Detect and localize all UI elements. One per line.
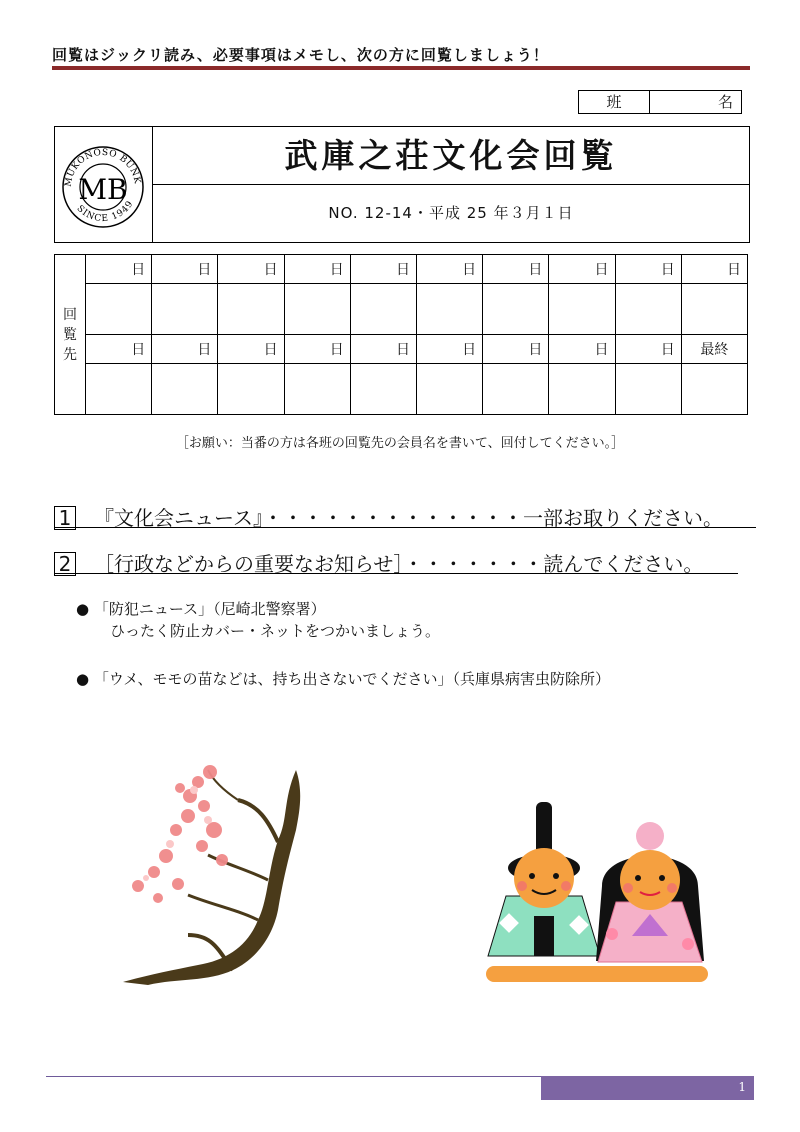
bullet-subtext: ひったく防止カバー・ネットをつかいましょう。	[110, 622, 441, 640]
member-cell[interactable]	[681, 284, 747, 335]
bullet-item	[76, 598, 326, 619]
request-note: ［お願い：当番の方は各班の回覧先の会員名を書いて、回付してください。］	[175, 436, 625, 451]
bullet-text: 「ウメ、モモの苗などは、持ち出さないでください」（兵庫県病害虫防除所）	[93, 670, 611, 688]
item-number: 2	[54, 552, 76, 576]
member-cell[interactable]	[218, 364, 284, 415]
issue-number: NO. 12-14・平成 25 年３月１日	[328, 204, 574, 222]
logo-cell	[55, 127, 153, 242]
member-cell[interactable]	[350, 284, 416, 335]
name-label: 名	[717, 93, 733, 111]
mb-logo	[55, 127, 152, 242]
bullet-icon: ●	[76, 670, 90, 688]
member-cell[interactable]	[152, 364, 218, 415]
member-cell[interactable]	[218, 284, 284, 335]
final-cell[interactable]: 最終	[681, 335, 747, 364]
page-number-bar	[541, 1076, 754, 1100]
member-cell[interactable]	[284, 364, 350, 415]
date-cell[interactable]: 日	[416, 335, 482, 364]
item-number: 1	[54, 506, 76, 530]
class-label: 班	[579, 91, 650, 113]
date-cell[interactable]: 日	[615, 255, 681, 284]
svg-text:MUKONOSO BUNKA-KAI: MUKONOSO BUNK	[63, 147, 142, 188]
member-cell[interactable]	[416, 364, 482, 415]
bullet-icon: ●	[76, 600, 90, 618]
member-cell[interactable]	[483, 284, 549, 335]
date-cell[interactable]: 日	[86, 255, 152, 284]
plum-tree-illustration	[118, 760, 308, 990]
date-cell[interactable]: 日	[483, 335, 549, 364]
member-cell[interactable]	[86, 284, 152, 335]
header-rule	[52, 66, 750, 70]
date-cell[interactable]: 日	[218, 255, 284, 284]
member-cell[interactable]	[615, 364, 681, 415]
date-cell[interactable]: 日	[284, 255, 350, 284]
date-cell[interactable]: 日	[284, 335, 350, 364]
header-box	[54, 126, 750, 243]
svg-text:SINCE 1949: SINCE 1949	[74, 198, 136, 225]
item-text: 『文化会ニュース』・・・・・・・・・・・・・一部お取りください。	[94, 506, 723, 530]
bullet-text: 「防犯ニュース」（尼崎北警察署）	[93, 600, 326, 618]
date-cell[interactable]: 日	[152, 255, 218, 284]
bullet-item	[76, 668, 610, 689]
date-cell[interactable]: 日	[681, 255, 747, 284]
date-cell[interactable]: 日	[218, 335, 284, 364]
member-cell[interactable]	[152, 284, 218, 335]
hina-dolls-illustration	[482, 796, 712, 986]
date-cell[interactable]: 日	[549, 255, 615, 284]
member-cell[interactable]	[416, 284, 482, 335]
item-text: ［行政などからの重要なお知らせ］・・・・・・・読んでください。	[94, 552, 704, 576]
date-cell[interactable]: 日	[86, 335, 152, 364]
page-title: 武庫之荘文化会回覧	[153, 127, 749, 185]
notice-item	[54, 548, 738, 574]
date-cell[interactable]: 日	[549, 335, 615, 364]
member-cell[interactable]	[350, 364, 416, 415]
member-cell[interactable]	[86, 364, 152, 415]
member-cell[interactable]	[483, 364, 549, 415]
member-cell[interactable]	[549, 284, 615, 335]
date-cell[interactable]: 日	[615, 335, 681, 364]
circulation-table	[54, 254, 748, 415]
date-cell[interactable]: 日	[350, 335, 416, 364]
member-cell[interactable]	[549, 364, 615, 415]
class-name-box	[578, 90, 742, 114]
date-cell[interactable]: 日	[483, 255, 549, 284]
date-cell[interactable]: 日	[416, 255, 482, 284]
logo-letters: MB	[78, 173, 128, 206]
page-number: 1	[738, 1080, 746, 1094]
news-item	[54, 502, 756, 528]
member-cell[interactable]	[681, 364, 747, 415]
circulation-instruction: 回覧はジックリ読み、必要事項はメモし、次の方に回覧しましょう！	[52, 46, 549, 64]
member-cell[interactable]	[284, 284, 350, 335]
member-cell[interactable]	[615, 284, 681, 335]
date-cell[interactable]: 日	[350, 255, 416, 284]
circulation-label: 回 覧 先	[55, 255, 86, 415]
date-cell[interactable]: 日	[152, 335, 218, 364]
